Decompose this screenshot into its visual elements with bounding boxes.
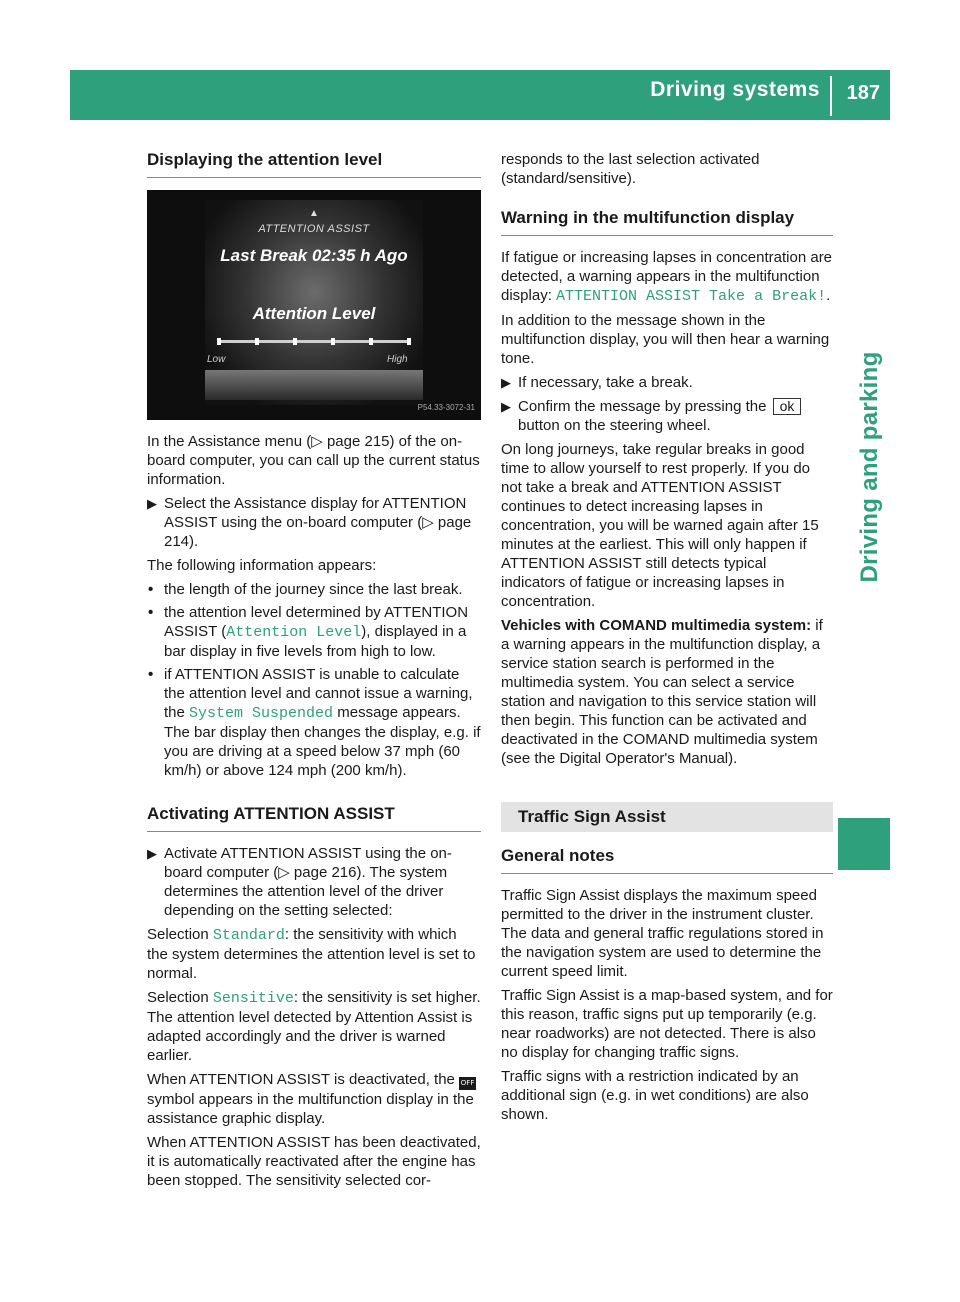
list-text: ), displayed in a bar display in five levels from high to low. bbox=[164, 623, 467, 660]
paragraph bbox=[147, 925, 481, 983]
heading-traffic-sign-assist: Traffic Sign Assist bbox=[501, 802, 833, 832]
step-arrow-icon: ▶ bbox=[147, 496, 157, 511]
figure-reference: P54.33-3072-31 bbox=[417, 403, 475, 412]
attention-assist-display-icon bbox=[147, 190, 481, 420]
display-message: Sensitive bbox=[212, 990, 294, 1007]
paragraph bbox=[501, 616, 833, 768]
display-message: Attention Level bbox=[226, 624, 362, 641]
heading-warning-multifunction-display: Warning in the multifunction display bbox=[501, 208, 833, 236]
paragraph: On long journeys, take regular breaks in good time to allow yourself to rest properly. If you do not take a break and ATTENTION ASSIST continues to detect increasing lapses in concentration, you will be warned again after 15 minutes at the earliest. This will only happen if ATTENTION ASSIST still detects typical indicators of fatigue or increasing lapses in concentration. bbox=[501, 441, 819, 610]
display-message: ATTENTION ASSIST Take a Break! bbox=[556, 288, 827, 305]
bullet-icon: • bbox=[148, 666, 154, 683]
bar-tick bbox=[407, 338, 411, 345]
figure-last-break: Last Break 02:35 h Ago bbox=[220, 246, 408, 265]
figure-attention-level: Attention Level bbox=[252, 304, 376, 323]
step-text: Confirm the message by pressing the bbox=[518, 398, 771, 415]
instruction-step bbox=[501, 397, 833, 435]
list-text: if ATTENTION ASSIST is unable to calculate the attention level and cannot issue a warning, the bbox=[164, 666, 473, 721]
attention-assist-off-icon: OFF bbox=[459, 1077, 476, 1090]
page-header bbox=[70, 70, 890, 120]
bar-tick bbox=[331, 338, 335, 345]
paragraph bbox=[147, 1070, 481, 1128]
text: Selection bbox=[147, 989, 213, 1006]
paragraph bbox=[501, 248, 833, 306]
paragraph: In addition to the message shown in the multifunction display, you will then hear a warning tone. bbox=[501, 312, 830, 367]
paragraph: In the Assistance menu (▷ page 215) of the on-board computer, you can call up the current status information. bbox=[147, 433, 480, 488]
paragraph: Traffic signs with a restriction indicated by an additional sign (e.g. in wet conditions) are also shown. bbox=[501, 1068, 809, 1123]
heading-general-notes: General notes bbox=[501, 846, 833, 874]
display-message: Standard bbox=[212, 927, 285, 944]
ok-key-icon: ok bbox=[773, 398, 802, 415]
step-text: Select the Assistance display for ATTENTION ASSIST using the on-board computer (▷ page 214). bbox=[164, 495, 472, 550]
list-item bbox=[147, 603, 481, 661]
text: . bbox=[826, 287, 831, 304]
step-text: button on the steering wheel. bbox=[518, 417, 711, 434]
display-base bbox=[205, 370, 423, 400]
text-bold: Vehicles with COMAND multimedia system: bbox=[501, 617, 812, 634]
step-arrow-icon: ▶ bbox=[501, 375, 511, 390]
step-text: If necessary, take a break. bbox=[518, 374, 693, 391]
list-text: the attention level determined by ATTENTION ASSIST ( bbox=[164, 604, 469, 640]
bar-tick bbox=[217, 338, 221, 345]
paragraph bbox=[147, 988, 481, 1065]
paragraph: When ATTENTION ASSIST has been deactivated, it is automatically reactivated after the engine has been stopped. The sensitivity selected cor- bbox=[147, 1134, 481, 1189]
instruction-step bbox=[147, 844, 481, 920]
up-arrow-icon: ▲ bbox=[309, 208, 319, 219]
list-item bbox=[147, 665, 481, 780]
step-text: Activate ATTENTION ASSIST using the on-board computer (▷ page 216). The system determines the attention level of the driver depending on the setting selected: bbox=[164, 845, 452, 919]
header-title: Driving systems bbox=[650, 78, 820, 101]
text: : the sensitivity with which the system determines the attention level is set to normal. bbox=[147, 926, 476, 982]
text: : the sensitivity is set higher. The attention level detected by Attention Assist is adapted accordingly and the driver is warned earlier. bbox=[147, 989, 481, 1064]
paragraph: The following information appears: bbox=[147, 557, 377, 574]
figure-title: ATTENTION ASSIST bbox=[258, 223, 370, 235]
bullet-icon: • bbox=[148, 604, 154, 621]
bar-tick bbox=[255, 338, 259, 345]
list-text: message appears. The bar display then changes the display, e.g. if you are driving at a speed below 37 mph (60 km/h) or above 124 mph (200 km/h). bbox=[164, 704, 481, 779]
list-item bbox=[147, 580, 481, 599]
heading-activating-attention-assist: Activating ATTENTION ASSIST bbox=[147, 804, 481, 832]
text: symbol appears in the multifunction display in the assistance graphic display. bbox=[147, 1091, 474, 1127]
left-column bbox=[147, 150, 481, 1195]
paragraph: Traffic Sign Assist displays the maximum speed permitted to the driver in the instrument cluster. The data and general traffic regulations stored in the navigation system are used to determine the current speed limit. bbox=[501, 887, 824, 980]
attention-level-bar bbox=[217, 340, 411, 343]
text: If fatigue or increasing lapses in concentration are detected, a warning appears in the multifunction display: bbox=[501, 249, 833, 304]
heading-displaying-attention-level: Displaying the attention level bbox=[147, 150, 481, 178]
page-number: 187 bbox=[846, 82, 880, 104]
display-message: System Suspended bbox=[189, 705, 334, 722]
text: if a warning appears in the multifunction display, a service station search is performed in the multimedia system. You can select a service station and navigation to this service station will then begin. This function can be activated and deactivated in the COMAND multimedia system (see the Digital Operator's Manual). bbox=[501, 617, 823, 767]
step-arrow-icon: ▶ bbox=[147, 846, 157, 861]
step-arrow-icon: ▶ bbox=[501, 399, 511, 414]
instruction-step bbox=[147, 494, 481, 551]
figure-high-label: High bbox=[387, 354, 408, 365]
figure-low-label: Low bbox=[207, 354, 226, 365]
instruction-step bbox=[501, 373, 833, 392]
text: When ATTENTION ASSIST is deactivated, the bbox=[147, 1071, 460, 1088]
list-text: the length of the journey since the last break. bbox=[164, 581, 463, 598]
side-tab-marker bbox=[838, 818, 890, 870]
bullet-icon: • bbox=[148, 581, 154, 598]
header-divider bbox=[830, 76, 832, 116]
paragraph: responds to the last selection activated (standard/sensitive). bbox=[501, 151, 760, 187]
bar-tick bbox=[369, 338, 373, 345]
paragraph: Traffic Sign Assist is a map-based system, and for this reason, traffic signs put up temporarily (e.g. near roadworks) are not detected. There is also no display for changing traffic signs. bbox=[501, 987, 833, 1061]
side-tab-label: Driving and parking bbox=[856, 351, 883, 583]
bar-tick bbox=[293, 338, 297, 345]
text: Selection bbox=[147, 926, 213, 943]
right-column bbox=[501, 150, 833, 1129]
